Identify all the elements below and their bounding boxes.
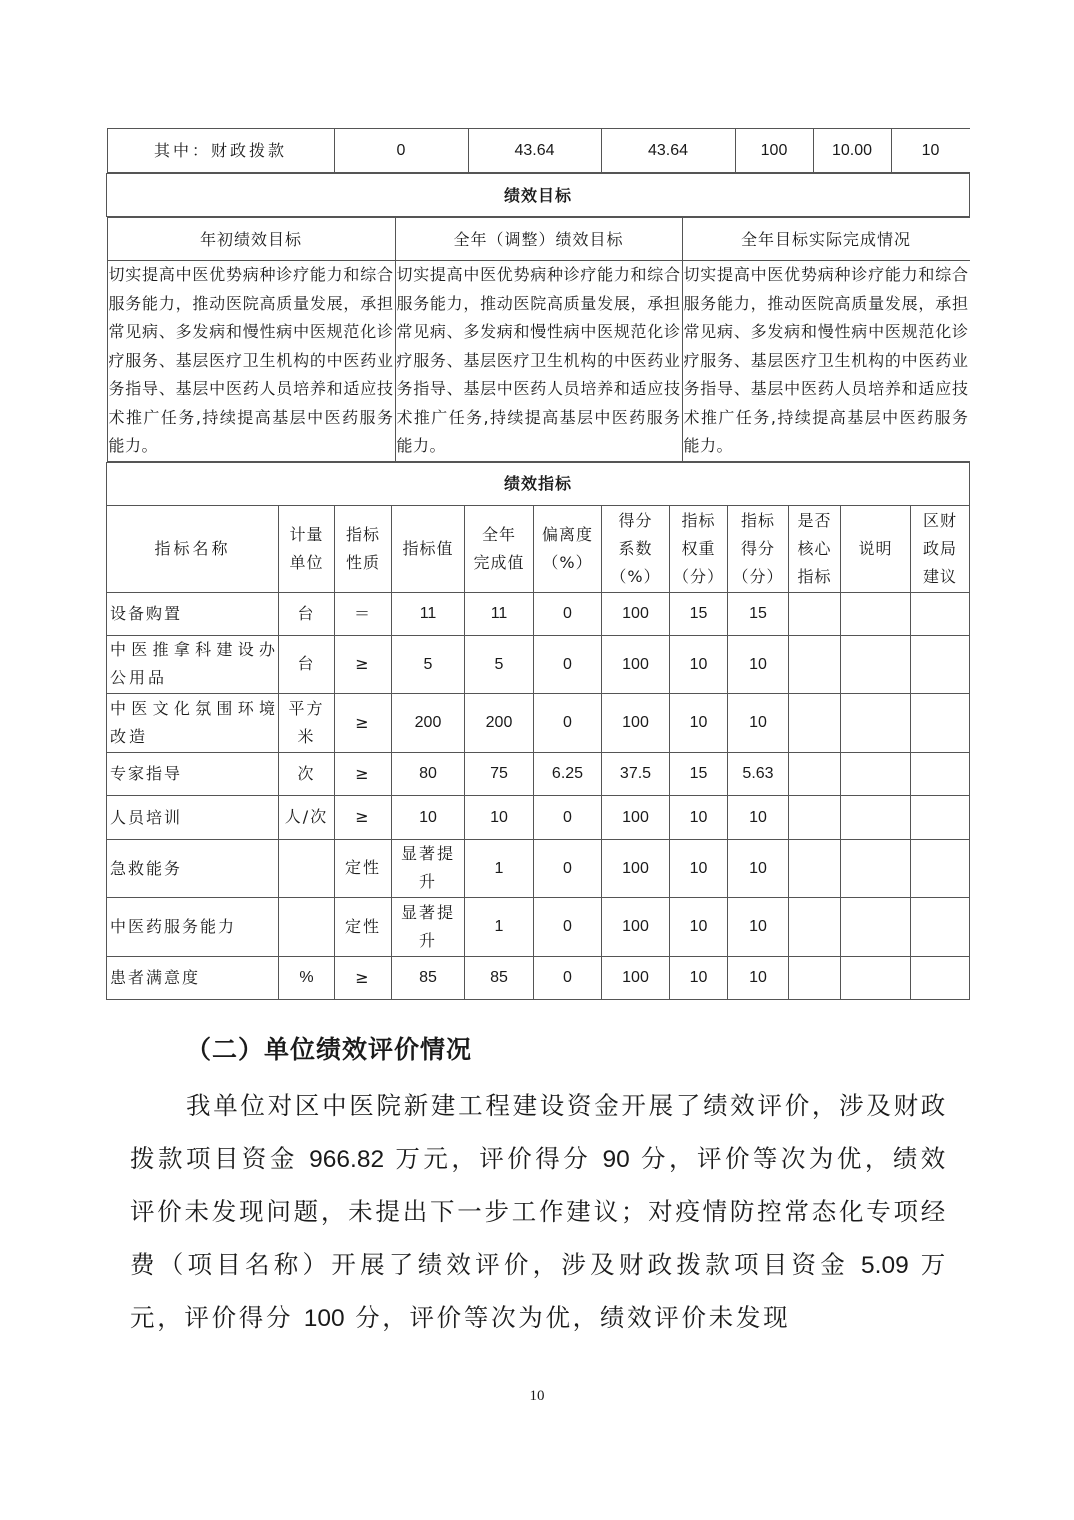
col-header-coef: 得分 系数 （%） — [602, 505, 670, 592]
cell-weight: 10 — [670, 956, 728, 999]
cell-score: 10 — [728, 839, 789, 897]
indicators-header-row — [107, 505, 970, 592]
cell-actual: 11 — [465, 592, 534, 635]
goal-header-actual: 全年目标实际完成情况 — [682, 218, 970, 261]
cell-weight: 10 — [670, 839, 728, 897]
cell-note — [841, 693, 911, 752]
cell-coef: 100 — [602, 956, 670, 999]
indicators-section-title: 绩效指标 — [107, 462, 970, 505]
cell-name: 患者满意度 — [107, 956, 279, 999]
goal-header-adjusted: 全年（调整）绩效目标 — [395, 218, 682, 261]
cell-note — [841, 635, 911, 693]
score-value: 90 — [602, 1145, 630, 1173]
cell-unit — [279, 897, 335, 956]
funding-label: 其中：财政拨款 — [107, 129, 334, 173]
table-row — [107, 839, 970, 897]
cell-actual: 1 — [465, 839, 534, 897]
cell-deviation: 0 — [534, 839, 602, 897]
cell-note — [841, 897, 911, 956]
cell-target: 5 — [392, 635, 465, 693]
cell-score: 10 — [728, 693, 789, 752]
cell-weight: 10 — [670, 635, 728, 693]
goal-text-adjusted: 切实提高中医优势病种诊疗能力和综合服务能力，推动医院高质量发展，承担常见病、多发病和慢性病中医规范化诊疗服务、基层医疗卫生机构的中医药业务指导、基层中医药人员培养和适应技术推广任务,持续提高基层中医药服务能力。 — [395, 261, 682, 462]
cell-nature: ＝ — [335, 592, 392, 635]
cell-finance — [911, 956, 970, 999]
cell-target: 85 — [392, 956, 465, 999]
cell-actual: 1 — [465, 897, 534, 956]
cell-nature: ≥ — [335, 693, 392, 752]
cell-finance — [911, 752, 970, 795]
col-header-finance: 区财 政局 建议 — [911, 505, 970, 592]
cell-actual: 75 — [465, 752, 534, 795]
col-header-actual: 全年 完成值 — [465, 505, 534, 592]
table-row — [107, 693, 970, 752]
col-header-target: 指标值 — [392, 505, 465, 592]
cell-unit: 人/次 — [279, 795, 335, 839]
cell-score: 5.63 — [728, 752, 789, 795]
table-row — [107, 795, 970, 839]
table-row — [107, 897, 970, 956]
amount-value: 5.09 — [861, 1251, 909, 1279]
cell-actual: 85 — [465, 956, 534, 999]
cell-target: 11 — [392, 592, 465, 635]
cell-finance — [911, 839, 970, 897]
table-row — [107, 635, 970, 693]
cell-core — [789, 752, 841, 795]
cell-nature: 定性 — [335, 839, 392, 897]
cell-name: 急救能务 — [107, 839, 279, 897]
cell-core — [789, 795, 841, 839]
cell-finance — [911, 795, 970, 839]
cell-finance — [911, 592, 970, 635]
cell-target: 10 — [392, 795, 465, 839]
cell-core — [789, 839, 841, 897]
cell-unit: % — [279, 956, 335, 999]
cell-name: 中医推拿科建设办公用品 — [107, 635, 279, 693]
funding-value: 0 — [334, 129, 468, 173]
cell-note — [841, 795, 911, 839]
cell-score: 15 — [728, 592, 789, 635]
cell-name: 专家指导 — [107, 752, 279, 795]
table-row — [107, 752, 970, 795]
cell-core — [789, 635, 841, 693]
cell-deviation: 0 — [534, 592, 602, 635]
cell-target: 显著提升 — [392, 839, 465, 897]
cell-score: 10 — [728, 956, 789, 999]
goal-text-actual: 切实提高中医优势病种诊疗能力和综合服务能力，推动医院高质量发展，承担常见病、多发病和慢性病中医规范化诊疗服务、基层医疗卫生机构的中医药业务指导、基层中医药人员培养和适应技术推广任务,持续提高基层中医药服务能力。 — [682, 261, 970, 462]
cell-nature: ≥ — [335, 956, 392, 999]
cell-name: 设备购置 — [107, 592, 279, 635]
amount-value: 966.82 — [309, 1145, 385, 1173]
cell-target: 200 — [392, 693, 465, 752]
cell-core — [789, 956, 841, 999]
section-heading: （二）单位绩效评价情况 — [186, 1035, 473, 1064]
cell-core — [789, 592, 841, 635]
cell-target: 80 — [392, 752, 465, 795]
funding-value: 100 — [735, 129, 813, 173]
col-header-score: 指标 得分 （分） — [728, 505, 789, 592]
cell-weight: 10 — [670, 693, 728, 752]
col-header-nature: 指标 性质 — [335, 505, 392, 592]
cell-finance — [911, 635, 970, 693]
col-header-unit: 计量 单位 — [279, 505, 335, 592]
goal-text-initial: 切实提高中医优势病种诊疗能力和综合服务能力，推动医院高质量发展，承担常见病、多发病和慢性病中医规范化诊疗服务、基层医疗卫生机构的中医药业务指导、基层中医药人员培养和适应技术推广任务,持续提高基层中医药服务能力。 — [107, 261, 395, 462]
cell-core — [789, 693, 841, 752]
cell-weight: 15 — [670, 752, 728, 795]
cell-nature: 定性 — [335, 897, 392, 956]
col-header-core: 是否 核心 指标 — [789, 505, 841, 592]
cell-note — [841, 839, 911, 897]
cell-coef: 100 — [602, 635, 670, 693]
cell-note — [841, 752, 911, 795]
cell-unit: 平方米 — [279, 693, 335, 752]
cell-note — [841, 592, 911, 635]
cell-deviation: 0 — [534, 795, 602, 839]
indicators-body — [107, 592, 970, 999]
goal-header-initial: 年初绩效目标 — [107, 218, 395, 261]
cell-finance — [911, 897, 970, 956]
cell-deviation: 0 — [534, 956, 602, 999]
cell-actual: 200 — [465, 693, 534, 752]
cell-coef: 37.5 — [602, 752, 670, 795]
funding-value: 10 — [891, 129, 970, 173]
page-number: 10 — [529, 1388, 545, 1404]
cell-deviation: 0 — [534, 693, 602, 752]
cell-deviation: 6.25 — [534, 752, 602, 795]
table-row — [107, 956, 970, 999]
cell-actual: 5 — [465, 635, 534, 693]
cell-unit — [279, 839, 335, 897]
funding-value: 10.00 — [813, 129, 891, 173]
goals-section-title: 绩效目标 — [107, 174, 970, 217]
funding-row — [107, 128, 970, 174]
cell-weight: 10 — [670, 897, 728, 956]
cell-coef: 100 — [602, 839, 670, 897]
cell-deviation: 0 — [534, 897, 602, 956]
cell-unit: 次 — [279, 752, 335, 795]
cell-nature: ≥ — [335, 752, 392, 795]
cell-unit: 台 — [279, 635, 335, 693]
cell-coef: 100 — [602, 897, 670, 956]
col-header-weight: 指标 权重 （分） — [670, 505, 728, 592]
cell-weight: 10 — [670, 795, 728, 839]
funding-value: 43.64 — [468, 129, 601, 173]
cell-actual: 10 — [465, 795, 534, 839]
cell-coef: 100 — [602, 592, 670, 635]
cell-unit: 台 — [279, 592, 335, 635]
cell-name: 中医文化氛围环境改造 — [107, 693, 279, 752]
cell-core — [789, 897, 841, 956]
cell-deviation: 0 — [534, 635, 602, 693]
score-value: 100 — [303, 1305, 345, 1332]
cell-coef: 100 — [602, 693, 670, 752]
cell-name: 中医药服务能力 — [107, 897, 279, 956]
evaluation-paragraph: 我单位对区中医院新建工程建设资金开展了绩效评价，涉及财政拨款项目资金 966.82 万元，评价得分 90 分，评价等次为优，绩效评价未发现问题，未提出下一步工作建议；对疫情防控常态化专项经费（项目名称）开展了绩效评价，涉及财政拨款项目资金 5.09 万元，评价得分 100 分，评价等次为优，绩效评价未发现 — [130, 1091, 949, 1332]
col-header-note: 说明 — [841, 505, 911, 592]
funding-value: 43.64 — [601, 129, 735, 173]
table-row — [107, 592, 970, 635]
col-header-name: 指标名称 — [107, 505, 279, 592]
cell-score: 10 — [728, 795, 789, 839]
col-header-deviation: 偏离度 （%） — [534, 505, 602, 592]
performance-table — [106, 128, 970, 1000]
cell-weight: 15 — [670, 592, 728, 635]
cell-coef: 100 — [602, 795, 670, 839]
cell-score: 10 — [728, 897, 789, 956]
cell-score: 10 — [728, 635, 789, 693]
cell-nature: ≥ — [335, 635, 392, 693]
cell-finance — [911, 693, 970, 752]
cell-name: 人员培训 — [107, 795, 279, 839]
cell-note — [841, 956, 911, 999]
cell-target: 显著提升 — [392, 897, 465, 956]
cell-nature: ≥ — [335, 795, 392, 839]
